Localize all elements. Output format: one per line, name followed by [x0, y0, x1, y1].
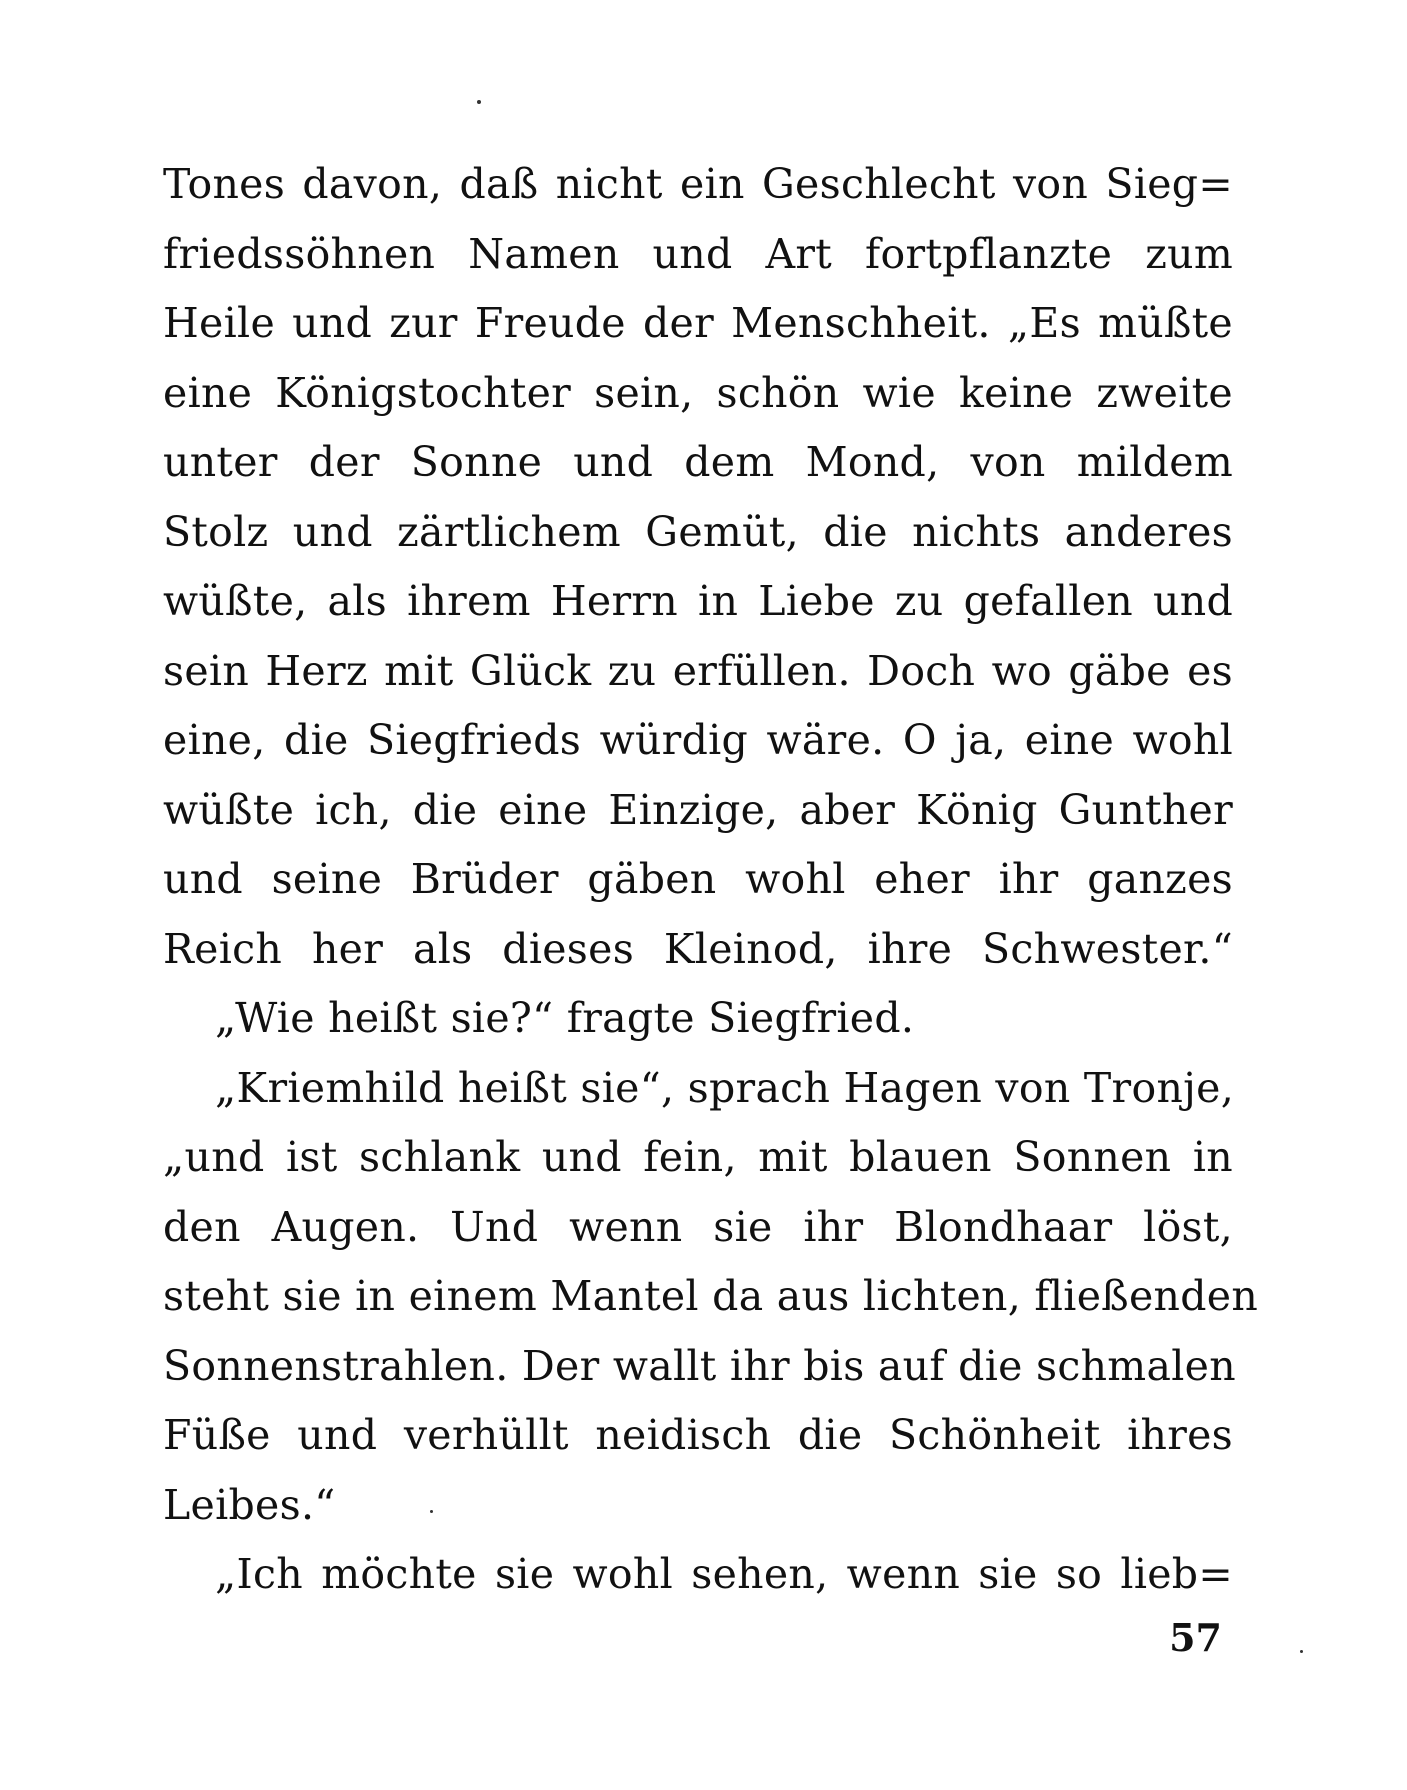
- text-line: „und ist schlank und fein, mit blauen Sonnen in: [163, 1133, 1233, 1181]
- text-line: den Augen. Und wenn sie ihr Blondhaar löst,: [163, 1202, 1233, 1251]
- body-text: [163, 150, 1259, 1610]
- scan-speck: [477, 100, 481, 104]
- scan-speck: [430, 1510, 433, 1513]
- text-line: Leibes.“: [163, 1480, 336, 1529]
- text-line: „Wie heißt sie?“ fragte Siegfried.: [215, 994, 915, 1042]
- text-line: steht sie in einem Mantel da aus lichten, fließenden: [163, 1272, 1259, 1320]
- text-line: Tones davon, daß nicht ein Geschlecht von Sieg=: [163, 160, 1233, 208]
- text-line: eine, die Siegfrieds würdig wäre. O ja, eine wohl: [163, 716, 1233, 764]
- text-line: wüßte ich, die eine Einzige, aber König Gunther: [163, 785, 1233, 834]
- text-line: Stolz und zärtlichem Gemüt, die nichts anderes: [163, 507, 1233, 556]
- text-line: Reich her als dieses Kleinod, ihre Schwester.“: [163, 924, 1233, 973]
- text-line: Heile und zur Freude der Menschheit. „Es müßte: [163, 299, 1233, 347]
- text-line: eine Königstochter sein, schön wie keine zweite: [163, 368, 1233, 417]
- page-number: 57: [1169, 1615, 1222, 1660]
- text-line: friedssöhnen Namen und Art fortpflanzte zum: [163, 229, 1233, 278]
- text-line: „Kriemhild heißt sie“, sprach Hagen von Tronje,: [215, 1063, 1235, 1112]
- text-line: „Ich möchte sie wohl sehen, wenn sie so lieb=: [215, 1550, 1233, 1598]
- text-line: unter der Sonne und dem Mond, von mildem: [163, 438, 1233, 486]
- scan-speck: [1300, 1650, 1303, 1653]
- text-line: sein Herz mit Glück zu erfüllen. Doch wo gäbe es: [163, 646, 1233, 695]
- text-line: Sonnenstrahlen. Der wallt ihr bis auf die schmalen: [163, 1341, 1236, 1390]
- text-line: wüßte, als ihrem Herrn in Liebe zu gefallen und: [163, 577, 1233, 625]
- text-line: Füße und verhüllt neidisch die Schönheit ihres: [163, 1411, 1233, 1459]
- text-line: und seine Brüder gäben wohl eher ihr ganzes: [163, 855, 1233, 903]
